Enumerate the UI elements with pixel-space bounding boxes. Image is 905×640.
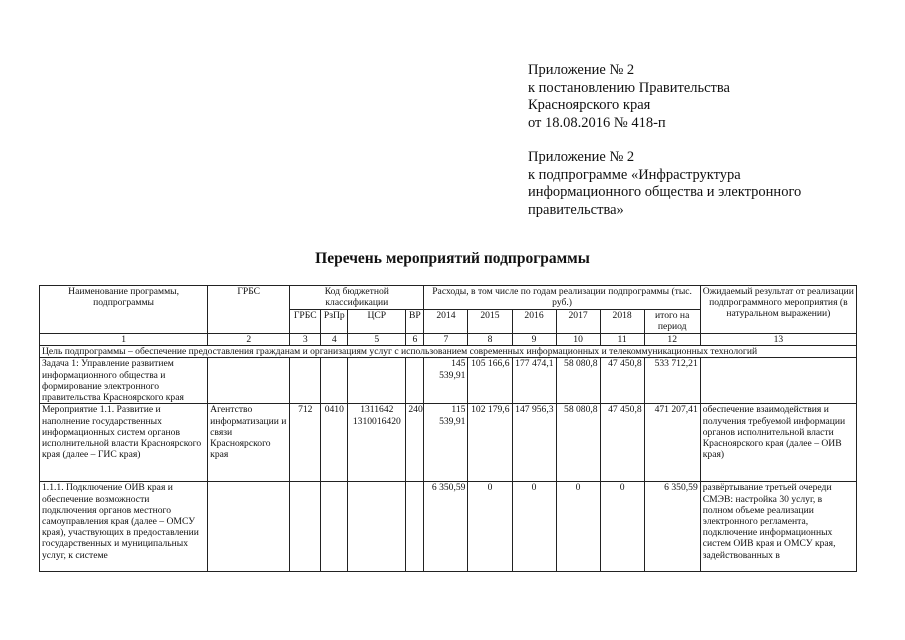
row-grbs: Агентство информатизации и связи Красноярского края (208, 404, 290, 482)
column-number: 9 (512, 334, 556, 346)
appendix-line: от 18.08.2016 № 418-п (528, 114, 666, 131)
row-csr (348, 358, 406, 404)
appendix-line: к подпрограмме «Инфраструктура (528, 166, 741, 183)
row-rzpr (321, 482, 348, 572)
column-number: 3 (290, 334, 321, 346)
column-number: 12 (644, 334, 700, 346)
appendix-line: к постановлению Правительства (528, 79, 730, 96)
appendix-line: информационного общества и электронного (528, 184, 802, 200)
row-vr (406, 358, 424, 404)
row-rzpr: 0410 (321, 404, 348, 482)
header-total: итого на период (644, 310, 700, 334)
column-number: 1 (40, 334, 208, 346)
appendix-block-decree (528, 62, 730, 132)
column-number: 13 (700, 334, 856, 346)
measures-table (39, 285, 857, 572)
column-number: 7 (424, 334, 468, 346)
header-sub-grbs: ГРБС (290, 310, 321, 334)
row-2016: 0 (512, 482, 556, 572)
appendix-block-subprogram (528, 149, 801, 219)
header-sub-csr: ЦСР (348, 310, 406, 334)
column-number: 2 (208, 334, 290, 346)
row-2018: 47 450,8 (600, 404, 644, 482)
header-grbs: ГРБС (208, 286, 290, 334)
row-2015: 102 179,6 (468, 404, 512, 482)
header-expenses: Расходы, в том числе по годам реализации подпрограммы (тыс. руб.) (424, 286, 700, 310)
row-name: Задача 1: Управление развитием информационного общества и формирование электронного правительства Красноярского края (40, 358, 208, 404)
header-year-2018: 2018 (600, 310, 644, 334)
column-number: 5 (348, 334, 406, 346)
header-year-2017: 2017 (556, 310, 600, 334)
row-grbs-code (290, 482, 321, 572)
row-result: развёртывание третьей очереди СМЭВ: настройка 30 услуг, в полном объеме реализации электронного регламента, подключение информационных систем ОИВ края и ОМСУ края, задействованных в (700, 482, 856, 572)
row-total: 471 207,41 (644, 404, 700, 482)
column-number: 6 (406, 334, 424, 346)
row-grbs (208, 358, 290, 404)
column-number: 10 (556, 334, 600, 346)
header-year-2014: 2014 (424, 310, 468, 334)
row-total: 6 350,59 (644, 482, 700, 572)
row-2014: 6 350,59 (424, 482, 468, 572)
row-2016: 177 474,1 (512, 358, 556, 404)
appendix-line: Красноярского края (528, 97, 651, 113)
table-row (40, 358, 857, 404)
row-2017: 0 (556, 482, 600, 572)
row-vr (406, 482, 424, 572)
header-year-2016: 2016 (512, 310, 556, 334)
column-number: 8 (468, 334, 512, 346)
row-2018: 0 (600, 482, 644, 572)
header-budget-code: Код бюджетной классификации (290, 286, 424, 310)
appendix-line: Приложение № 2 (528, 62, 635, 78)
header-sub-rzpr: РзПр (321, 310, 348, 334)
appendix-line: Приложение № 2 (528, 149, 635, 165)
row-result: обеспечение взаимодействия и получения требуемой информации органов исполнительной власти Красноярского края (далее – ОИВ края) (700, 404, 856, 482)
row-csr (348, 482, 406, 572)
row-name: 1.1.1. Подключение ОИВ края и обеспечение возможности подключения органов местного самоуправления края (далее – ОМСУ края), участвующих в предоставлении государственных и муниципальных услуг, к системе (40, 482, 208, 572)
row-rzpr (321, 358, 348, 404)
document-title: Перечень мероприятий подпрограммы (315, 250, 590, 267)
row-2014: 145 539,91 (424, 358, 468, 404)
header-name: Наименование программы, подпрограммы (40, 286, 208, 334)
row-total: 533 712,21 (644, 358, 700, 404)
header-result: Ожидаемый результат от реализации подпрограммного мероприятия (в натуральном выражении) (700, 286, 856, 334)
goal-row: Цель подпрограммы – обеспечение предоставления гражданам и организациям услуг с использованием современных информационных и телекоммуникационных технологий (40, 346, 857, 358)
row-2014: 115 539,91 (424, 404, 468, 482)
row-2018: 47 450,8 (600, 358, 644, 404)
row-grbs-code: 712 (290, 404, 321, 482)
table-row (40, 404, 857, 482)
row-grbs-code (290, 358, 321, 404)
row-2015: 0 (468, 482, 512, 572)
row-vr: 240 (406, 404, 424, 482)
header-year-2015: 2015 (468, 310, 512, 334)
row-2016: 147 956,3 (512, 404, 556, 482)
row-2015: 105 166,6 (468, 358, 512, 404)
row-2017: 58 080,8 (556, 404, 600, 482)
row-name: Мероприятие 1.1. Развитие и наполнение государственных информационных систем органов исполнительной власти Красноярского края (далее – ГИС края) (40, 404, 208, 482)
row-csr: 1311642 1310016420 (348, 404, 406, 482)
column-number: 11 (600, 334, 644, 346)
appendix-line: правительства» (528, 201, 624, 218)
row-result (700, 358, 856, 404)
table-row (40, 482, 857, 572)
row-grbs (208, 482, 290, 572)
row-2017: 58 080,8 (556, 358, 600, 404)
column-number: 4 (321, 334, 348, 346)
header-sub-vr: ВР (406, 310, 424, 334)
